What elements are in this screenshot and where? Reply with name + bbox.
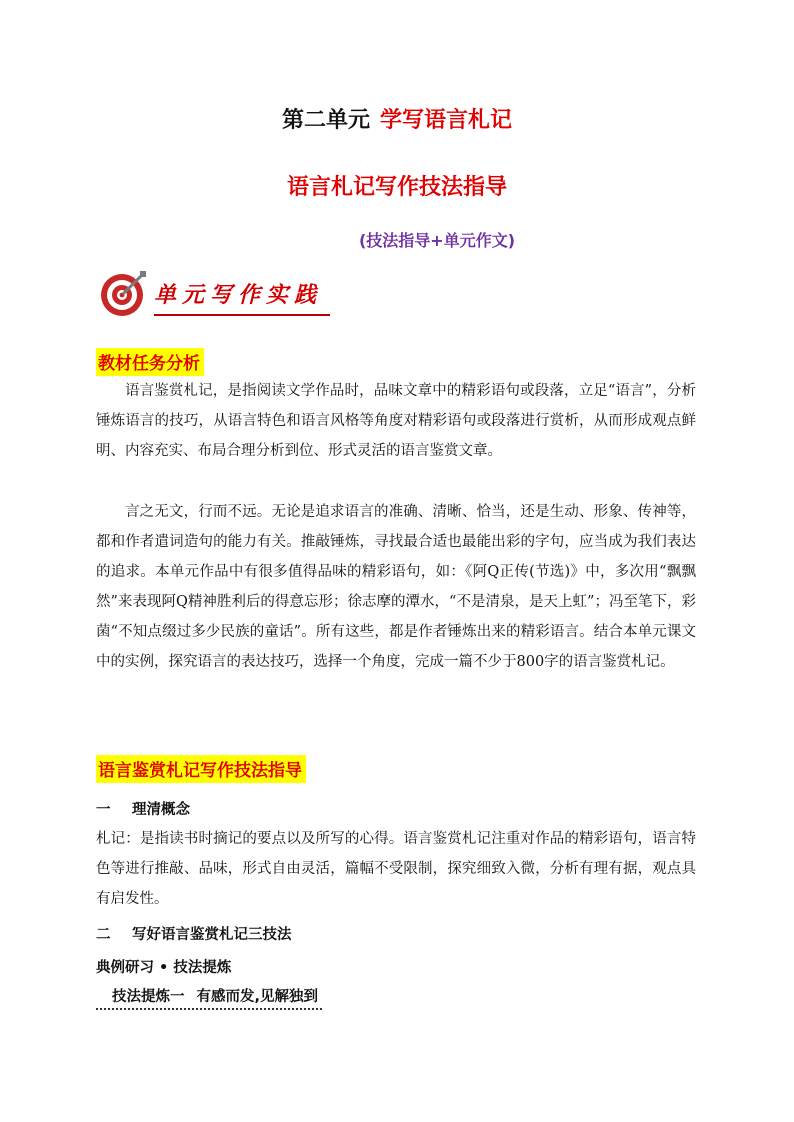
section-heading-task-analysis: 教材任务分析: [96, 348, 204, 376]
subheading-concept: [96, 798, 190, 819]
study-label: 典例研习 • 技法提炼: [96, 960, 232, 976]
subtitle-note: (技法指导+单元作文): [358, 231, 516, 250]
unit-number: 第二单元: [281, 108, 370, 133]
subheading-three-techniques: [96, 923, 292, 944]
writing-practice-banner: [96, 266, 336, 322]
banner-underline: [154, 314, 330, 316]
technique-one-heading: [96, 985, 322, 1010]
technique-label: 技法提炼一: [112, 989, 185, 1005]
subheading-number: 一: [96, 802, 111, 818]
unit-title: [0, 103, 794, 134]
target-icon: [96, 268, 148, 320]
paragraph-concept: 札记：是指读书时摘记的要点以及所写的心得。语言鉴赏札记注重对作品的精彩语句，语言特色等进行推敲、品味，形式自由灵活，篇幅不受限制，探究细致入微，分析有理有据，观点具有启发性。: [96, 831, 696, 907]
page-subtitle: 语言札记写作技法指导: [286, 175, 507, 200]
paragraph-examples: 言之无文，行而不远。无论是追求语言的准确、清晰、恰当，还是生动、形象、传神等，都和作者遣词造句的能力有关。推敲锤炼，寻找最合适也最能出彩的字句，应当成为我们表达的追求。本单元作品中有很多值得品味的精彩语句，如：《阿Q正传(节选)》中，多次用“飘飘然”来表现阿Q精神胜利后的得意忘形；徐志摩的潭水，“不是清泉，是天上虹”；冯至笔下，彩菌“不知点缀过多少民族的童话”。所有这些，都是作者锤炼出来的精彩语言。结合本单元课文中的实例，探究语言的表达技巧，选择一个角度，完成一篇不少于800字的语言鉴赏札记。: [96, 504, 696, 670]
banner-title: 单元写作实践: [154, 282, 323, 308]
unit-topic: 学写语言札记: [380, 108, 513, 133]
subheading-text: 理清概念: [132, 802, 190, 818]
section-heading-writing-guide: 语言鉴赏札记写作技法指导: [96, 755, 306, 783]
subheading-number: 二: [96, 927, 111, 943]
technique-text: 有感而发,见解独到: [196, 989, 319, 1005]
paragraph-definition: 语言鉴赏札记，是指阅读文学作品时，品味文章中的精彩语句或段落，立足“语言”，分析锤炼语言的技巧，从语言特色和语言风格等角度对精彩语句或段落进行赏析，从而形成观点鲜明、内容充实、布局合理分析到位、形式灵活的语言鉴赏文章。: [96, 383, 696, 459]
subheading-text: 写好语言鉴赏札记三技法: [132, 927, 292, 943]
